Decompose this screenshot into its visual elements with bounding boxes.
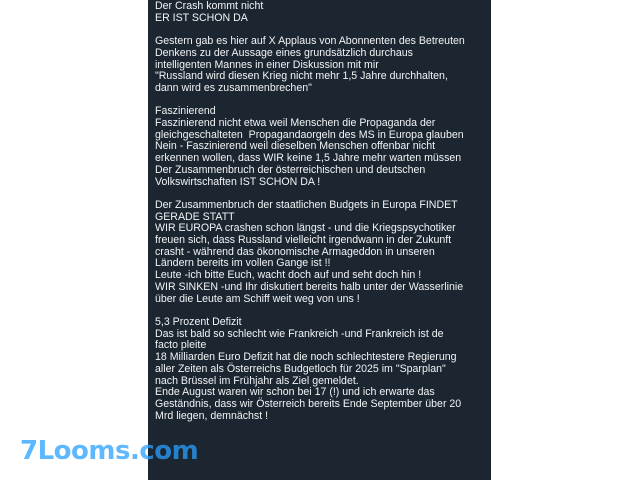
post-line: Denkens zu der Aussage eines grundsätzlich durchaus	[155, 46, 413, 59]
post-line: Faszinierend	[155, 105, 216, 118]
post-line: nach Brüssel im Frühjahr als Ziel gemeldet.	[155, 374, 359, 387]
post-line: intelligenten Mannes in einer Diskussion mit mir	[155, 58, 379, 71]
post-line: 18 Milliarden Euro Defizit hat die noch schlechtestere Regierung	[155, 351, 457, 364]
post-line: Faszinierend nicht etwa weil Menschen die Propaganda der	[155, 117, 436, 130]
watermark-suffix: .com	[129, 436, 199, 466]
post-line: Der Crash kommt nicht	[155, 0, 264, 12]
watermark-digit: 7	[20, 436, 38, 466]
post-line: freuen sich, dass Russland vielleicht irgendwann in der Zukunft	[155, 234, 452, 247]
post-panel	[148, 0, 491, 480]
post-line: WIR EUROPA crashen schon längst - und die Kriegspsychotiker	[155, 222, 456, 235]
post-line: Ende August waren wir schon bei 17 (!) und ich erwarte das	[155, 386, 435, 399]
post-line: erkennen wollen, dass WIR keine 1,5 Jahre mehr warten müssen	[155, 152, 462, 165]
post-line: Der Zusammenbruch der österreichischen und deutschen	[155, 163, 426, 176]
post-line: Der Zusammenbruch der staatlichen Budgets in Europa FINDET	[155, 198, 458, 211]
post-line: Das ist bald so schlecht wie Frankreich -und Frankreich ist de	[155, 327, 444, 340]
post-line: facto pleite	[155, 339, 207, 352]
post-line: ER IST SCHON DA	[155, 11, 248, 24]
post-line: Geständnis, dass wir Österreich bereits Ende September über 20	[155, 397, 462, 410]
post-line: 5,3 Prozent Defizit	[155, 315, 242, 328]
post-line: Mrd liegen, demnächst !	[155, 409, 269, 422]
post-line: WIR SINKEN -und Ihr diskutiert bereits halb unter der Wasserlinie	[155, 280, 464, 293]
post-line: Volkswirtschaften IST SCHON DA !	[155, 175, 321, 188]
post-line: Leute -ich bitte Euch, wacht doch auf und seht doch hin !	[155, 269, 422, 282]
post-line: dann wird es zusammenbrechen"	[155, 81, 312, 94]
post-line: über die Leute am Schiff weit weg von uns !	[155, 292, 360, 305]
site-watermark	[20, 436, 198, 466]
watermark-word: Looms	[37, 436, 130, 466]
post-line: crasht - während das ökonomische Armageddon in unseren	[155, 245, 435, 258]
post-line: gleichgeschalteten Propagandaorgeln des MS in Europa glauben	[155, 128, 464, 141]
post-line: Nein - Faszinierend weil dieselben Menschen offenbar nicht	[155, 140, 436, 153]
post-line: aller Zeiten als Österreichs Budgetloch für 2025 im "Sparplan"	[155, 362, 446, 375]
post-line: Gestern gab es hier auf X Applaus von Abonnenten des Betreuten	[155, 35, 465, 48]
post-line: GERADE STATT	[155, 210, 235, 223]
post-line: Ländern bereits im vollen Gange ist !!	[155, 257, 331, 270]
post-line: "Russland wird diesen Krieg nicht mehr 1,5 Jahre durchhalten,	[155, 70, 448, 83]
post-body-text	[155, 1, 487, 422]
